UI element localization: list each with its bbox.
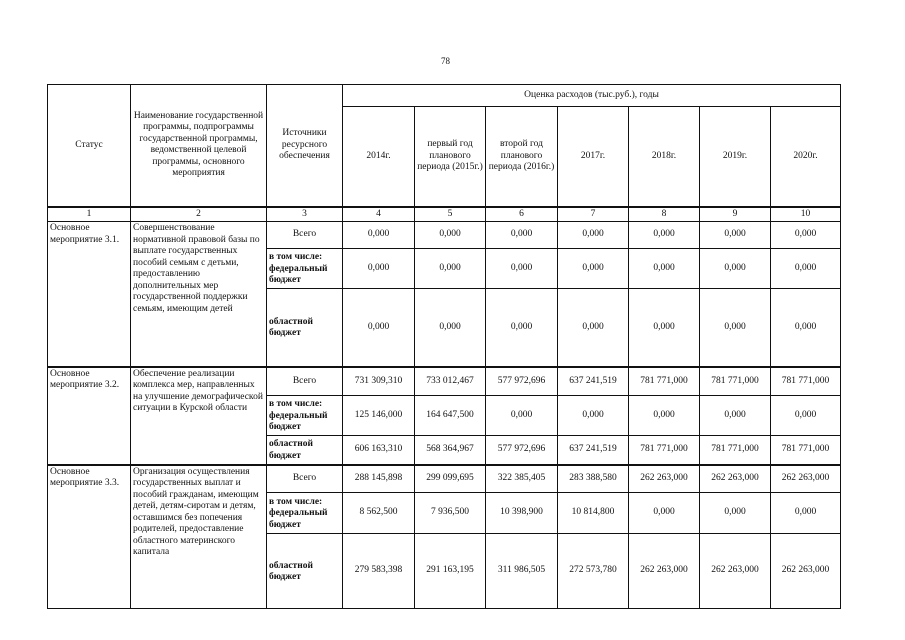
value-cell: 606 163,310	[343, 436, 415, 465]
expense-table	[47, 84, 841, 609]
source-cell: областной бюджет	[267, 289, 343, 367]
value-cell: 0,000	[629, 289, 700, 367]
value-cell: 288 145,898	[343, 465, 415, 493]
event-name-cell: Организация осуществления государственных выплат и пособий гражданам, имеющим детей, детям-сиротам и детям, оставшимся без попечения родителей, предоставление областного материнского капитала	[131, 465, 267, 609]
value-cell: 0,000	[558, 249, 629, 289]
column-number: 9	[700, 207, 771, 222]
value-cell: 0,000	[700, 249, 771, 289]
value-cell: 283 388,580	[558, 465, 629, 493]
event-name-cell: Обеспечение реализации комплекса мер, направленных на улучшение демографической ситуации в Курской области	[131, 367, 267, 465]
column-number: 6	[486, 207, 558, 222]
column-number: 1	[48, 207, 131, 222]
value-cell: 0,000	[629, 249, 700, 289]
value-cell: 0,000	[700, 493, 771, 534]
value-cell: 262 263,000	[771, 465, 841, 493]
value-cell: 0,000	[415, 222, 486, 249]
value-cell: 262 263,000	[629, 465, 700, 493]
header-year-2014: 2014г.	[343, 107, 415, 207]
value-cell: 262 263,000	[700, 534, 771, 609]
column-number: 10	[771, 207, 841, 222]
source-cell: Всего	[267, 367, 343, 396]
status-cell: Основное мероприятие 3.1.	[48, 222, 131, 367]
value-cell: 299 099,695	[415, 465, 486, 493]
value-cell: 0,000	[343, 222, 415, 249]
header-year-2015: первый год планового периода (2015г.)	[415, 107, 486, 207]
page-number: 78	[441, 56, 450, 66]
value-cell: 0,000	[700, 396, 771, 436]
value-cell: 0,000	[486, 222, 558, 249]
value-cell: 577 972,696	[486, 367, 558, 396]
column-number: 8	[629, 207, 700, 222]
value-cell: 731 309,310	[343, 367, 415, 396]
value-cell: 637 241,519	[558, 367, 629, 396]
value-cell: 279 583,398	[343, 534, 415, 609]
value-cell: 0,000	[629, 222, 700, 249]
source-cell: Всего	[267, 465, 343, 493]
value-cell: 0,000	[771, 396, 841, 436]
column-number: 4	[343, 207, 415, 222]
value-cell: 7 936,500	[415, 493, 486, 534]
value-cell: 0,000	[629, 396, 700, 436]
value-cell: 322 385,405	[486, 465, 558, 493]
header-year-2016: второй год планового периода (2016г.)	[486, 107, 558, 207]
value-cell: 262 263,000	[771, 534, 841, 609]
column-number: 5	[415, 207, 486, 222]
status-cell: Основное мероприятие 3.3.	[48, 465, 131, 609]
value-cell: 0,000	[700, 222, 771, 249]
value-cell: 0,000	[558, 396, 629, 436]
value-cell: 10 814,800	[558, 493, 629, 534]
value-cell: 262 263,000	[629, 534, 700, 609]
value-cell: 8 562,500	[343, 493, 415, 534]
value-cell: 0,000	[700, 289, 771, 367]
value-cell: 0,000	[771, 289, 841, 367]
header-year-2019: 2019г.	[700, 107, 771, 207]
value-cell: 0,000	[343, 289, 415, 367]
value-cell: 0,000	[415, 289, 486, 367]
column-number: 3	[267, 207, 343, 222]
value-cell: 0,000	[629, 493, 700, 534]
value-cell: 0,000	[558, 222, 629, 249]
source-cell: в том числе: федеральный бюджет	[267, 493, 343, 534]
value-cell: 262 263,000	[700, 465, 771, 493]
status-cell: Основное мероприятие 3.2.	[48, 367, 131, 465]
value-cell: 0,000	[771, 222, 841, 249]
value-cell: 637 241,519	[558, 436, 629, 465]
column-number: 2	[131, 207, 267, 222]
value-cell: 164 647,500	[415, 396, 486, 436]
header-estimate: Оценка расходов (тыс.руб.), годы	[343, 85, 841, 107]
value-cell: 0,000	[771, 493, 841, 534]
value-cell: 0,000	[343, 249, 415, 289]
value-cell: 781 771,000	[771, 436, 841, 465]
source-cell: областной бюджет	[267, 436, 343, 465]
value-cell: 125 146,000	[343, 396, 415, 436]
value-cell: 291 163,195	[415, 534, 486, 609]
value-cell: 568 364,967	[415, 436, 486, 465]
value-cell: 0,000	[415, 249, 486, 289]
value-cell: 0,000	[771, 249, 841, 289]
header-name: Наименование государственной программы, подпрограммы государственной программы, ведомственной целевой программы, основного мероприятия	[131, 85, 267, 207]
value-cell: 781 771,000	[700, 367, 771, 396]
source-cell: областной бюджет	[267, 534, 343, 609]
header-year-2020: 2020г.	[771, 107, 841, 207]
event-name-cell: Совершенствование нормативной правовой базы по выплате государственных пособий семьям с детьми, предоставлению дополнительных мер государственной поддержки семьям, имеющим детей	[131, 222, 267, 367]
value-cell: 0,000	[486, 249, 558, 289]
source-cell: в том числе: федеральный бюджет	[267, 396, 343, 436]
value-cell: 781 771,000	[629, 436, 700, 465]
value-cell: 781 771,000	[629, 367, 700, 396]
source-cell: Всего	[267, 222, 343, 249]
value-cell: 781 771,000	[771, 367, 841, 396]
value-cell: 311 986,505	[486, 534, 558, 609]
header-status: Статус	[48, 85, 131, 207]
value-cell: 0,000	[486, 289, 558, 367]
value-cell: 0,000	[486, 396, 558, 436]
header-year-2018: 2018г.	[629, 107, 700, 207]
source-cell: в том числе: федеральный бюджет	[267, 249, 343, 289]
value-cell: 10 398,900	[486, 493, 558, 534]
value-cell: 272 573,780	[558, 534, 629, 609]
value-cell: 577 972,696	[486, 436, 558, 465]
header-sources: Источники ресурсного обеспечения	[267, 85, 343, 207]
value-cell: 781 771,000	[700, 436, 771, 465]
column-number: 7	[558, 207, 629, 222]
header-year-2017: 2017г.	[558, 107, 629, 207]
value-cell: 733 012,467	[415, 367, 486, 396]
value-cell: 0,000	[558, 289, 629, 367]
